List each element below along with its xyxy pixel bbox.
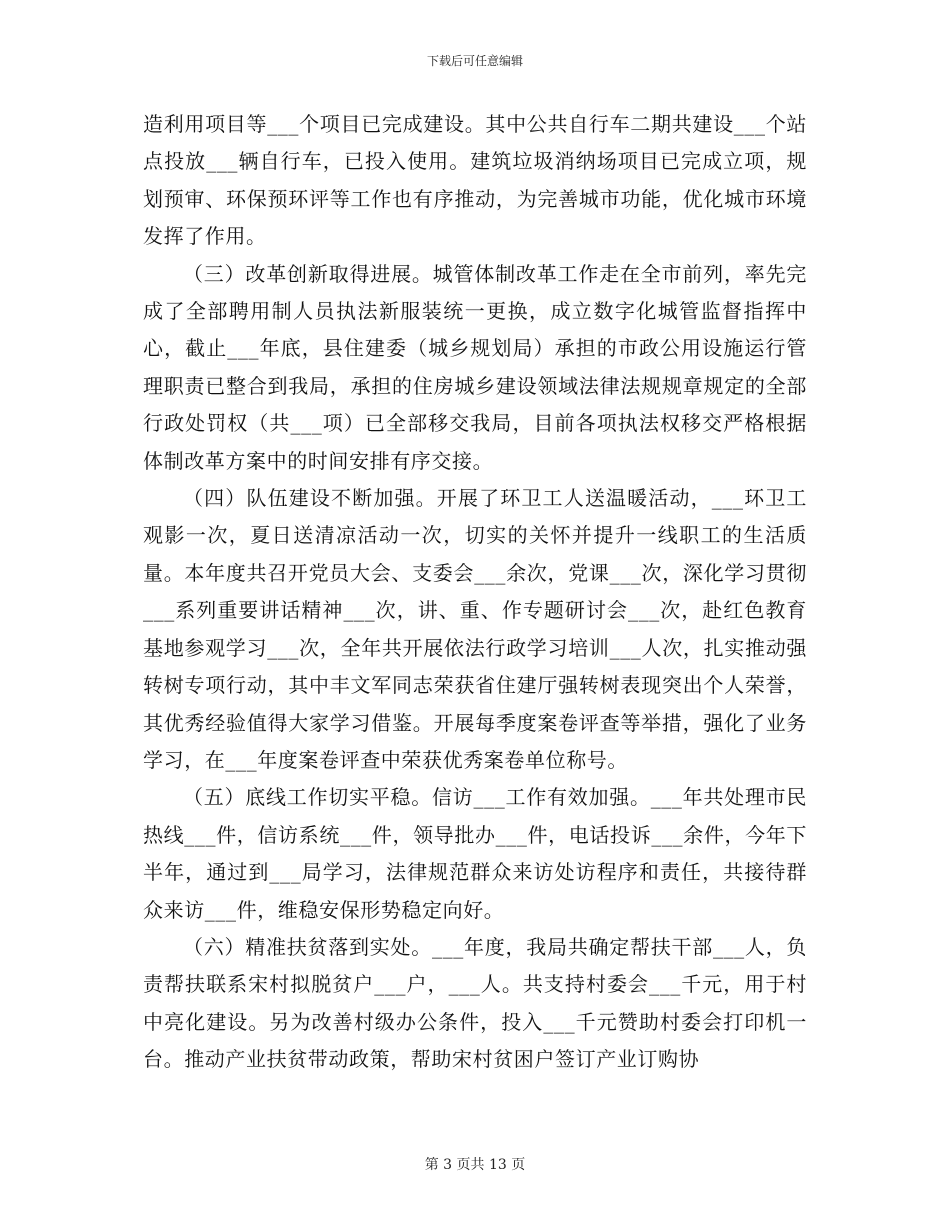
paragraph-1: 造利用项目等___个项目已完成建设。其中公共自行车二期共建设___个站点投放___辆自行车，已投入使用。建筑垃圾消纳场项目已完成立项，规划预审、环保预环评等工作也有序推动，为完善城市功能，优化城市环境发挥了作用。 — [143, 112, 807, 249]
page-number: 第 3 页共 13 页 — [424, 1157, 526, 1173]
paragraph-2: （三）改革创新取得进展。城管体制改革工作走在全市前列，率先完成了全部聘用制人员执法新服装统一更换，成立数字化城管监督指挥中心，截止___年底，县住建委（城乡规划局）承担的市政公用设施运行管理职责已整合到我局，承担的住房城乡建设领域法律法规规章规定的全部行政处罚权（共___项）已全部移交我局，目前各项执法权移交严格根据体制改革方案中的时间安排有序交接。 — [143, 261, 807, 473]
paragraph-4: （五）底线工作切实平稳。信访___工作有效加强。___年共处理市民热线___件，信访系统___件，领导批办___件，电话投诉___余件，今年下半年，通过到___局学习，法律规范群众来访处访程序和责任，共接待群众来访___件，维稳安保形势稳定向好。 — [143, 785, 807, 922]
paragraph-3: （四）队伍建设不断加强。开展了环卫工人送温暖活动，___环卫工观影一次，夏日送清凉活动一次，切实的关怀并提升一线职工的生活质量。本年度共召开党员大会、支委会___余次，党课___次，深化学习贯彻___系列重要讲话精神___次，讲、重、作专题研讨会___次，赴红色教育基地参观学习___次，全年共开展依法行政学习培训___人次，扎实推动强转树专项行动，其中丰文军同志荣获省住建厅强转树表现突出个人荣誉，其优秀经验值得大家学习借鉴。开展每季度案卷评查等举措，强化了业务学习，在___年度案卷评查中荣获优秀案卷单位称号。 — [143, 486, 807, 772]
document-body — [143, 106, 807, 1079]
paragraph-5: （六）精准扶贫落到实处。___年度，我局共确定帮扶干部___人，负责帮扶联系宋村拟脱贫户___户，___人。共支持村委会___千元，用于村中亮化建设。另为改善村级办公条件，投入___千元赞助村委会打印机一台。推动产业扶贫带动政策，帮助宋村贫困户签订产业订购协 — [143, 934, 807, 1072]
page-header-note: 下载后可任意编辑 — [426, 54, 523, 68]
